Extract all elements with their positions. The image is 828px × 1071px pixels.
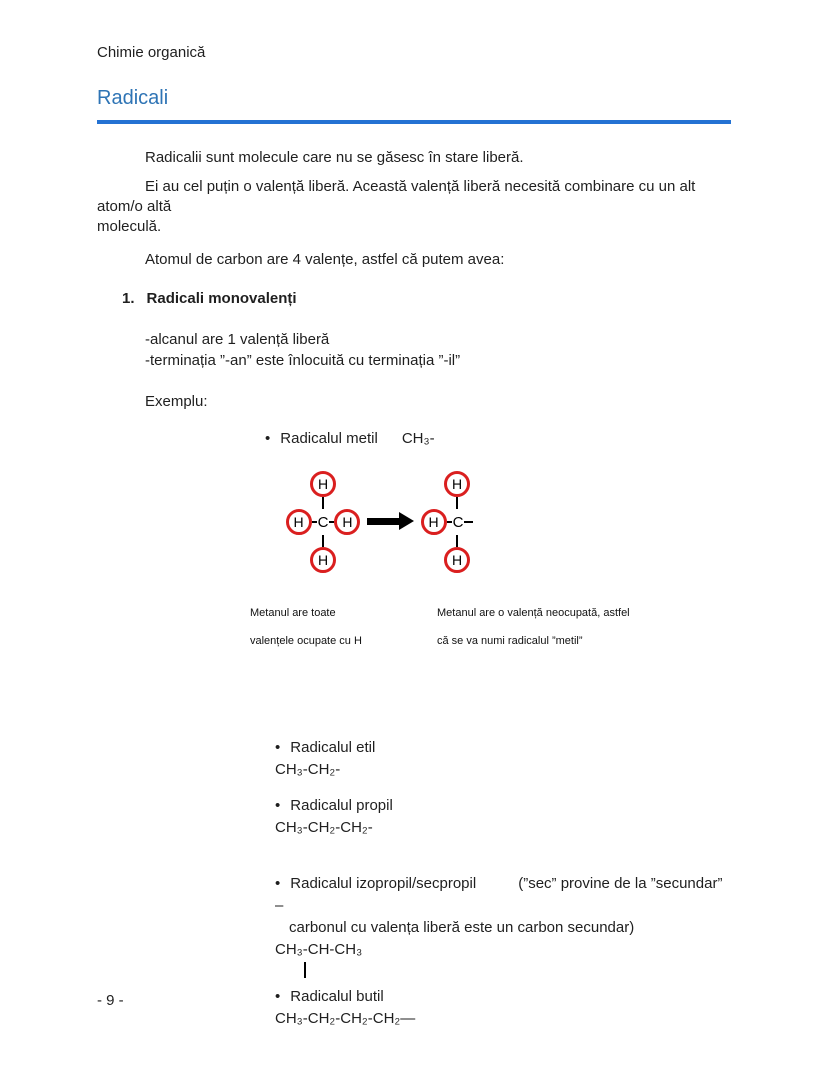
radical-note-line1: (”sec” provine de la ”secundar” –	[275, 875, 723, 914]
radical-label: Radicalul etil	[290, 739, 376, 756]
methane-caption-line1: Metanul are toate	[250, 607, 336, 619]
methyl-caption	[437, 607, 630, 663]
arrow-bar	[367, 518, 399, 525]
methane-caption	[250, 607, 362, 663]
free-valence-bond	[464, 521, 473, 523]
hydrogen-atom-circle: H	[310, 547, 336, 573]
radical-item-propil	[275, 795, 731, 839]
section-number: 1.	[122, 290, 135, 307]
hydrogen-atom-circle: H	[421, 509, 447, 535]
hydrogen-atom-circle: H	[286, 509, 312, 535]
radical-formula: CH₃-CH₂-CH₂-	[275, 819, 373, 836]
section-note-2: -terminația ”-an” este înlocuită cu terminația ”-il”	[145, 352, 461, 369]
radical-label: Radicalul propil	[290, 797, 393, 814]
radical-label: Radicalul izopropil/secpropil	[290, 875, 477, 892]
intro-paragraph-2-line2: moleculă.	[97, 218, 162, 235]
radical-label-line	[275, 986, 731, 1008]
hydrogen-atom-circle: H	[310, 471, 336, 497]
radical-formula: CH₃-CH-CH₃	[275, 941, 363, 958]
bond-vertical	[322, 497, 324, 509]
title-rule	[97, 120, 731, 124]
intro-paragraph-1: Radicalii sunt molecule care nu se găsesc în stare liberă.	[145, 149, 524, 166]
methyl-caption-line2: că se va numi radicalul ”metil”	[437, 635, 583, 647]
methane-caption-line2: valențele ocupate cu H	[250, 635, 362, 647]
bullet-marker: •	[275, 988, 281, 1005]
radical-note-line2: carbonul cu valența liberă este un carbon secundar)	[289, 919, 635, 936]
intro-paragraph-3: Atomul de carbon are 4 valențe, astfel că putem avea:	[145, 251, 505, 268]
methyl-bullet-item	[265, 430, 731, 447]
section-note-1: -alcanul are 1 valență liberă	[145, 331, 330, 348]
carbon-atom: C	[452, 513, 464, 531]
bond-vertical	[456, 535, 458, 547]
radical-label: Radicalul butil	[290, 988, 384, 1005]
radical-formula: CH₃-CH₂-	[275, 761, 341, 778]
section-heading: Radicali monovalenți	[146, 290, 297, 307]
bullet-marker: •	[275, 875, 281, 892]
carbon-atom: C	[317, 513, 329, 531]
section-heading-line	[122, 290, 731, 307]
bullet-marker: •	[275, 739, 281, 756]
branch-bond	[304, 962, 306, 978]
reaction-arrow	[367, 512, 414, 530]
document-header: Chimie organică	[97, 44, 206, 61]
radical-list	[275, 737, 731, 1030]
radical-item-etil	[275, 737, 731, 781]
hydrogen-atom-circle: H	[444, 547, 470, 573]
radical-label-line	[275, 737, 731, 759]
example-label: Exemplu:	[145, 393, 208, 410]
molecule-middle-row	[421, 509, 474, 535]
bullet-marker: •	[275, 797, 281, 814]
radical-item-izopropil	[275, 873, 731, 978]
radical-label-line	[275, 795, 731, 817]
methyl-radical-molecule	[412, 471, 502, 573]
bond-vertical	[456, 497, 458, 509]
bullet-marker: •	[265, 430, 271, 447]
section-notes	[145, 329, 731, 371]
methyl-label: Radicalul metil	[280, 430, 378, 447]
bond-vertical	[322, 535, 324, 547]
radical-item-butil	[275, 986, 731, 1030]
methane-molecule	[278, 471, 368, 573]
radical-label-line	[275, 873, 731, 917]
page-title: Radicali	[97, 87, 169, 109]
methyl-caption-line1: Metanul are o valență neocupată, astfel	[437, 607, 630, 619]
molecule-middle-row	[286, 509, 361, 535]
hydrogen-atom-circle: H	[334, 509, 360, 535]
hydrogen-atom-circle: H	[444, 471, 470, 497]
intro-paragraph-2-line1: Ei au cel puțin o valență liberă. Această valență liberă necesită combinare cu un alt atom/o altă	[97, 178, 696, 215]
methyl-formula: CH₃-	[401, 430, 435, 447]
page-number: - 9 -	[97, 992, 124, 1009]
radical-formula: CH₃-CH₂-CH₂-CH₂—	[275, 1010, 416, 1027]
structure-diagram	[97, 461, 731, 671]
